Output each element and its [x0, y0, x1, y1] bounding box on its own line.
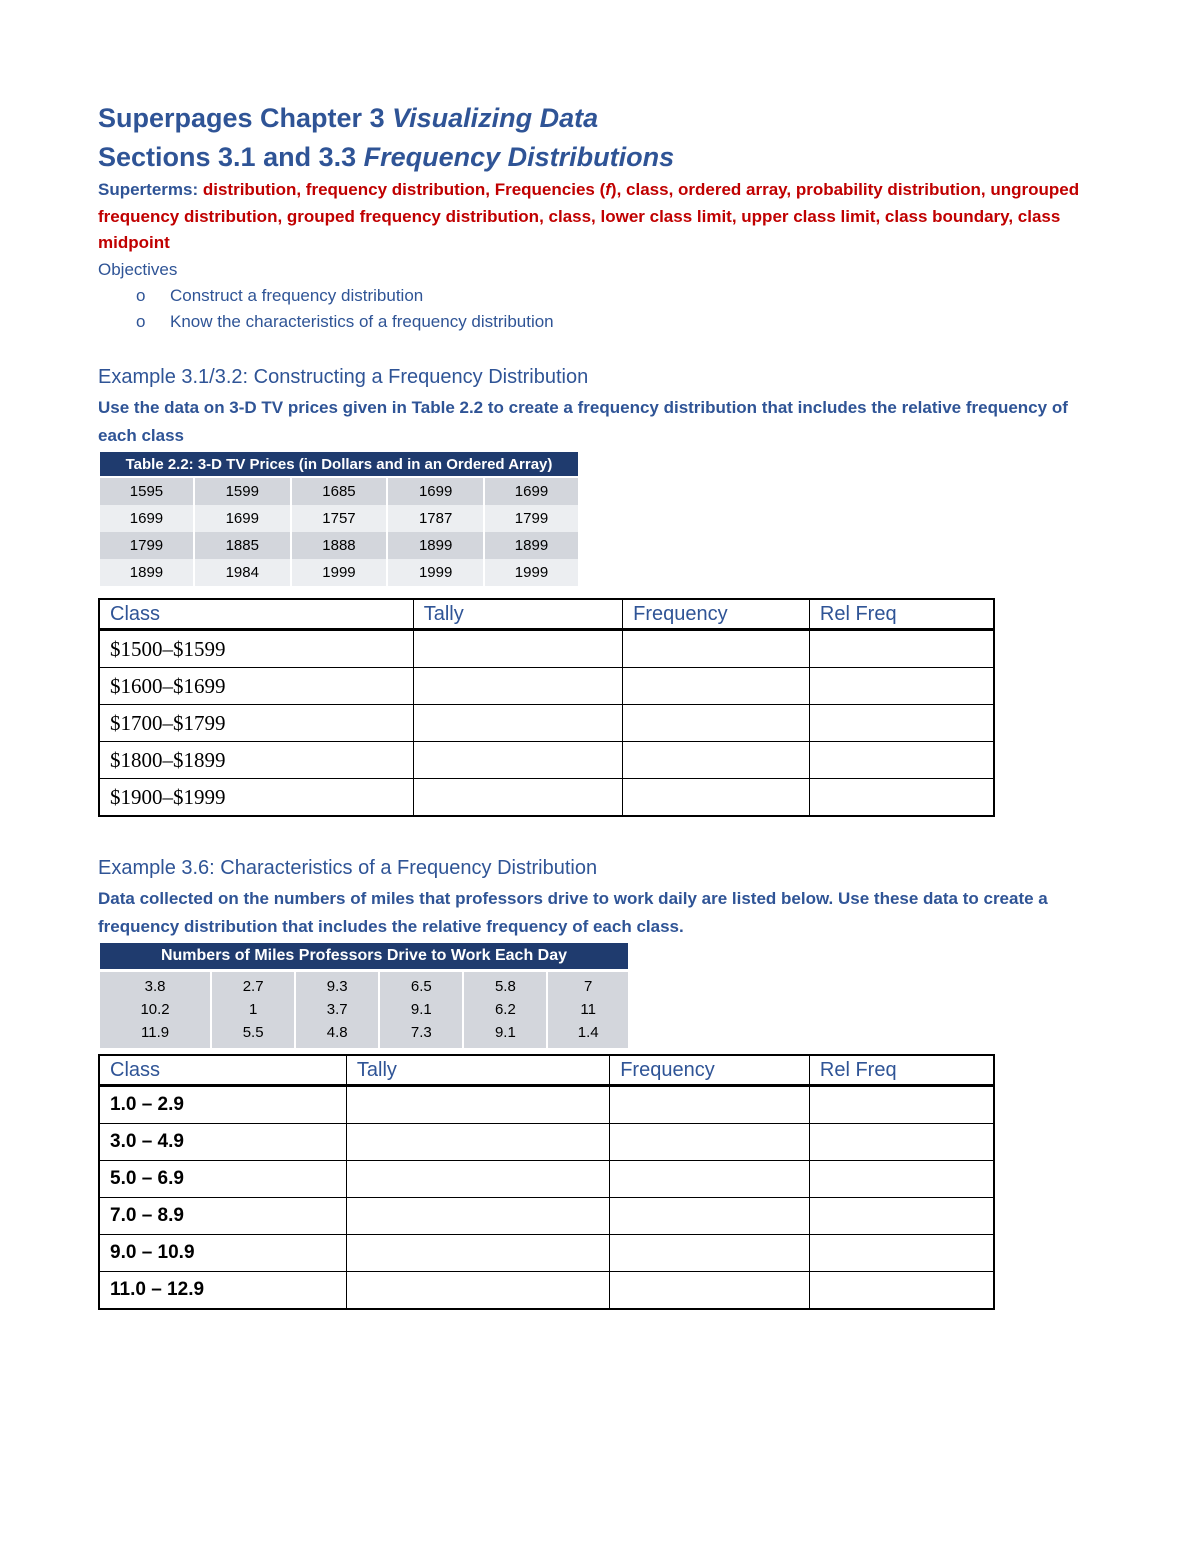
tally-cell[interactable]: [346, 1161, 609, 1198]
rel-freq-cell[interactable]: [809, 742, 994, 779]
price-cell: 1699: [484, 477, 578, 505]
superterms-f-symbol: f: [605, 180, 611, 199]
example2-instructions: Data collected on the numbers of miles that professors drive to work daily are listed below. Use these data to create a frequency distribution that includes the relative frequency of each class.: [98, 889, 1048, 936]
table-row: [100, 532, 578, 559]
superterms-list-part2: ), class, ordered array, probability distribution, ungrouped frequency distribution, grouped frequency distribution, class, lower class limit, upper class limit, class boundary, class midpoint: [98, 180, 1080, 252]
objective-text: Construct a frequency distribution: [170, 286, 424, 305]
table-row: [99, 1124, 994, 1161]
frequency-cell[interactable]: [610, 1198, 810, 1235]
table-row: [100, 559, 578, 586]
tv-prices-caption: Table 2.2: 3-D TV Prices (in Dollars and in an Ordered Array): [100, 452, 578, 477]
price-cell: 1984: [194, 559, 291, 586]
class-cell: 5.0 – 6.9: [99, 1161, 346, 1198]
miles-frequency-table: [98, 1054, 995, 1310]
tally-cell[interactable]: [346, 1235, 609, 1272]
header-frequency: Frequency: [610, 1055, 810, 1086]
price-cell: 1799: [484, 505, 578, 532]
price-cell: 1888: [291, 532, 388, 559]
table-row: [99, 1235, 994, 1272]
price-cell: 1999: [484, 559, 578, 586]
superterms-label: Superterms:: [98, 180, 203, 199]
rel-freq-cell[interactable]: [809, 779, 994, 817]
price-cell: 1699: [194, 505, 291, 532]
frequency-cell[interactable]: [623, 742, 810, 779]
price-cell: 1699: [100, 505, 194, 532]
tally-cell[interactable]: [346, 1272, 609, 1310]
class-cell: 9.0 – 10.9: [99, 1235, 346, 1272]
miles-value: 1.4: [577, 1024, 599, 1041]
example2-heading: Example 3.6: Characteristics of a Frequency Distribution: [98, 857, 598, 879]
table-row: [99, 630, 994, 668]
class-cell: $1600–$1699: [99, 668, 413, 705]
miles-column: [379, 971, 463, 1049]
header-class: Class: [99, 599, 413, 630]
price-cell: 1699: [387, 477, 484, 505]
miles-value: 5.5: [242, 1024, 264, 1041]
rel-freq-cell[interactable]: [809, 668, 994, 705]
tally-cell[interactable]: [346, 1124, 609, 1161]
price-cell: 1595: [100, 477, 194, 505]
header-rel-freq: Rel Freq: [809, 1055, 994, 1086]
rel-freq-cell[interactable]: [809, 1235, 994, 1272]
miles-value: 7: [584, 978, 593, 995]
price-cell: 1757: [291, 505, 388, 532]
chapter-title-italic: Visualizing Data: [392, 103, 599, 133]
objective-item: [136, 283, 554, 309]
class-cell: $1500–$1599: [99, 630, 413, 668]
frequency-cell[interactable]: [610, 1086, 810, 1124]
tally-cell[interactable]: [413, 742, 622, 779]
class-cell: 1.0 – 2.9: [99, 1086, 346, 1124]
tally-cell[interactable]: [413, 779, 622, 817]
miles-value: 9.3: [326, 978, 348, 995]
frequency-cell[interactable]: [610, 1235, 810, 1272]
example1-heading: Example 3.1/3.2: Constructing a Frequency Distribution: [98, 366, 589, 388]
frequency-cell[interactable]: [623, 630, 810, 668]
tally-cell[interactable]: [413, 668, 622, 705]
example1-instructions: Use the data on 3-D TV prices given in Table 2.2 to create a frequency distribution that includes the relative frequency of each class: [98, 398, 1068, 445]
chapter-title-text: Superpages Chapter 3: [98, 103, 393, 133]
miles-column: [211, 971, 295, 1049]
sections-title-italic: Frequency Distributions: [363, 142, 675, 172]
rel-freq-cell[interactable]: [809, 705, 994, 742]
bullet-icon: o: [136, 312, 146, 331]
miles-caption: Numbers of Miles Professors Drive to Work Each Day: [100, 943, 628, 971]
table-row: [99, 668, 994, 705]
tally-cell[interactable]: [413, 630, 622, 668]
objectives-list: [136, 283, 554, 335]
frequency-cell[interactable]: [610, 1272, 810, 1310]
tally-cell[interactable]: [346, 1198, 609, 1235]
miles-value: 4.8: [326, 1024, 348, 1041]
frequency-cell[interactable]: [610, 1124, 810, 1161]
miles-value: 6.5: [410, 978, 432, 995]
class-cell: $1900–$1999: [99, 779, 413, 817]
price-cell: 1899: [484, 532, 578, 559]
sections-title: [98, 141, 674, 173]
objective-text: Know the characteristics of a frequency distribution: [170, 312, 554, 331]
class-cell: $1700–$1799: [99, 705, 413, 742]
frequency-cell[interactable]: [610, 1161, 810, 1198]
miles-value: 11: [580, 1001, 596, 1018]
table-row: [99, 1272, 994, 1310]
miles-column: [463, 971, 547, 1049]
miles-data-table: [100, 943, 628, 1048]
miles-value: 5.8: [494, 978, 516, 995]
class-cell: $1800–$1899: [99, 742, 413, 779]
rel-freq-cell[interactable]: [809, 1272, 994, 1310]
rel-freq-cell[interactable]: [809, 1198, 994, 1235]
table-row: [99, 779, 994, 817]
header-tally: Tally: [413, 599, 622, 630]
objective-item: [136, 309, 554, 335]
miles-value: 11.9: [141, 1024, 170, 1041]
price-cell: 1899: [387, 532, 484, 559]
table-row: [99, 1161, 994, 1198]
price-cell: 1999: [291, 559, 388, 586]
table-row: [99, 1198, 994, 1235]
objectives-label: Objectives: [98, 260, 178, 279]
miles-column: [295, 971, 379, 1049]
table-row: [100, 477, 578, 505]
frequency-cell[interactable]: [623, 705, 810, 742]
rel-freq-cell[interactable]: [809, 1161, 994, 1198]
class-cell: 11.0 – 12.9: [99, 1272, 346, 1310]
miles-value: 6.2: [494, 1001, 516, 1018]
miles-value: 3.7: [326, 1001, 348, 1018]
price-cell: 1999: [387, 559, 484, 586]
superterms-list-part1: distribution, frequency distribution, Frequencies (: [202, 180, 606, 199]
miles-value: 7.3: [410, 1024, 432, 1041]
miles-value: 1: [248, 1001, 258, 1018]
table-row: [99, 705, 994, 742]
miles-value: 2.7: [242, 978, 264, 995]
miles-value: 3.8: [144, 978, 166, 995]
miles-value: 9.1: [410, 1001, 432, 1018]
price-frequency-table: [98, 598, 995, 817]
price-cell: 1599: [194, 477, 291, 505]
tv-prices-table: [100, 452, 578, 586]
header-frequency: Frequency: [623, 599, 810, 630]
rel-freq-cell[interactable]: [809, 630, 994, 668]
table-row: [100, 971, 628, 1049]
bullet-icon: o: [136, 286, 146, 305]
class-cell: 3.0 – 4.9: [99, 1124, 346, 1161]
tally-cell[interactable]: [413, 705, 622, 742]
table-row: [99, 742, 994, 779]
tally-cell[interactable]: [346, 1086, 609, 1124]
table-header-row: [99, 599, 994, 630]
frequency-cell[interactable]: [623, 779, 810, 817]
price-cell: 1899: [100, 559, 194, 586]
chapter-title: [98, 102, 598, 134]
sections-title-text: Sections 3.1 and 3.3: [98, 142, 364, 172]
table-row: [99, 1086, 994, 1124]
superterms-paragraph: [98, 177, 1098, 257]
miles-value: 10.2: [140, 1001, 170, 1018]
header-tally: Tally: [346, 1055, 609, 1086]
table-row: [100, 505, 578, 532]
rel-freq-cell[interactable]: [809, 1124, 994, 1161]
class-cell: 7.0 – 8.9: [99, 1198, 346, 1235]
price-cell: 1799: [100, 532, 194, 559]
miles-value: 9.1: [494, 1024, 516, 1041]
miles-column: [547, 971, 628, 1049]
header-rel-freq: Rel Freq: [809, 599, 994, 630]
price-cell: 1885: [194, 532, 291, 559]
rel-freq-cell[interactable]: [809, 1086, 994, 1124]
price-cell: 1685: [291, 477, 388, 505]
price-cell: 1787: [387, 505, 484, 532]
header-class: Class: [99, 1055, 346, 1086]
table-header-row: [99, 1055, 994, 1086]
miles-column: [100, 971, 211, 1049]
frequency-cell[interactable]: [623, 668, 810, 705]
